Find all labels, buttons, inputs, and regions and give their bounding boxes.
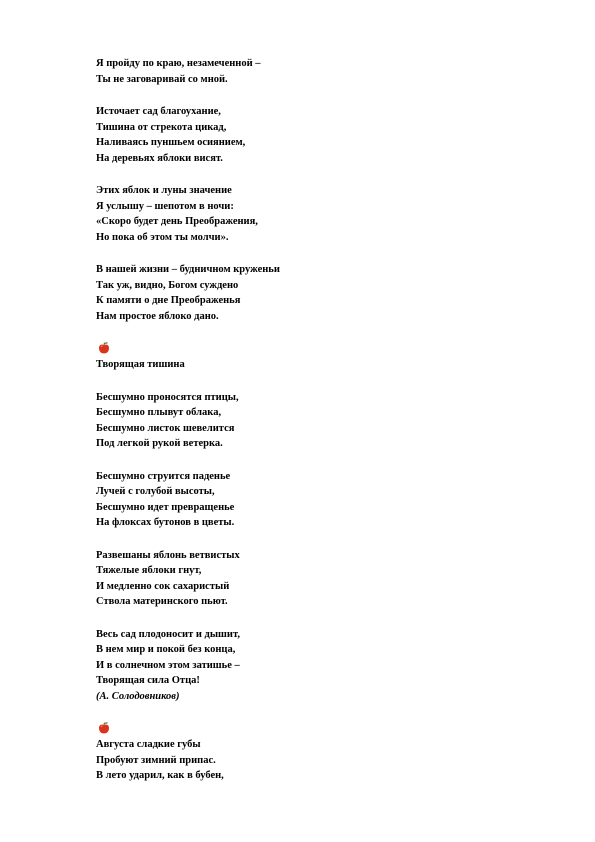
poem-line: Нам простое яблоко дано. [96, 310, 219, 322]
apple-icon [97, 721, 111, 735]
poem-line: Бесшумно струится паденье [96, 470, 231, 482]
poem-line: Творящая сила Отца! [96, 675, 200, 686]
poem-line: Бесшумно проносятся птицы, [96, 391, 239, 403]
poem2-stanza-3 [96, 548, 556, 610]
poem-line: «Скоро будет день Преображения, [96, 216, 258, 227]
poem-line: К памяти о дне Преображенья [96, 295, 241, 306]
apple-icon [97, 341, 111, 355]
poem2-stanza-4 [96, 627, 556, 705]
poem-line: И медленно сок сахаристый [96, 580, 230, 592]
poem-line: Под легкой рукой ветерка. [96, 438, 223, 449]
poem-line: Этих яблок и луны значение [96, 185, 232, 196]
poem-line: Я пройду по краю, незамеченной – [96, 58, 261, 69]
poem2-title-block [96, 357, 556, 373]
poem1-stanza-2 [96, 104, 556, 166]
poem1-stanza-1 [96, 56, 556, 87]
poem-line: Тяжелые яблоки гнут, [96, 565, 202, 576]
document-content [96, 56, 556, 801]
poem-line: Бесшумно листок шевелится [96, 422, 235, 434]
poem-line: Ты не заговаривай со мной. [96, 73, 228, 85]
poem1-stanza-4 [96, 262, 556, 324]
poem-line: На флоксах бутонов в цветы. [96, 517, 235, 528]
poem-line: Так уж, видно, Богом суждено [96, 279, 239, 291]
poem-line: Источает сад благоухание, [96, 106, 221, 117]
poem-line: Лучей с голубой высоты, [96, 486, 215, 497]
poem-line: Ствола материнского пьют. [96, 596, 228, 607]
poem3-stanza-1 [96, 737, 556, 784]
poem-line: В нашей жизни – будничном круженьи [96, 264, 280, 275]
poem-line: Весь сад плодоносит и дышит, [96, 628, 240, 640]
poem-line: Бесшумно идет превращенье [96, 501, 235, 513]
poem-line: Пробуют зимний припас. [96, 754, 216, 766]
poem-line: В нем мир и покой без конца, [96, 644, 236, 655]
poem-line: И в солнечном этом затишье – [96, 659, 240, 671]
poem-line: На деревьях яблоки висят. [96, 152, 223, 164]
poem-line: Но пока об этом ты молчи». [96, 231, 229, 243]
poem-line: Я услышу – шепотом в ночи: [96, 200, 234, 212]
poem2-stanza-1 [96, 390, 556, 452]
poem-line: Развешаны яблонь ветвистых [96, 549, 240, 561]
poem-line: В лето ударил, как в бубен, [96, 770, 224, 781]
poem-line: Августа сладкие губы [96, 739, 201, 750]
poem-line: Бесшумно плывут облака, [96, 407, 222, 418]
poem-title: Творящая тишина [96, 359, 185, 370]
poem-line: Наливаясь пуншьем осиянием, [96, 137, 246, 148]
poem1-stanza-3 [96, 183, 556, 245]
poem-author: (А. Солодовников) [96, 690, 180, 702]
poem-line: Тишина от стрекота цикад, [96, 121, 227, 133]
poem2-stanza-2 [96, 469, 556, 531]
